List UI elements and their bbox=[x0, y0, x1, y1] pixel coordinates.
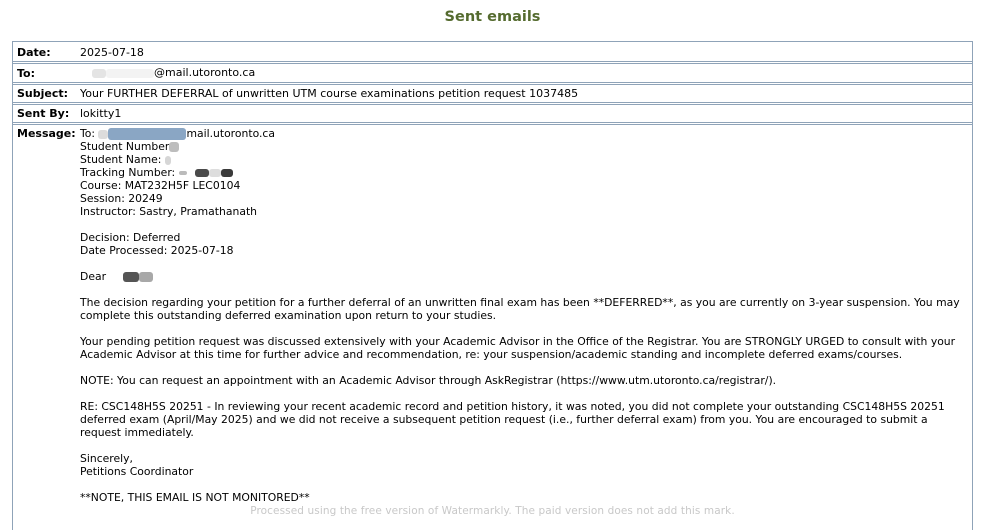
redacted-block bbox=[221, 169, 233, 177]
table-border-right bbox=[972, 41, 973, 530]
paragraph-decision: The decision regarding your petition for a further deferral of an unwritten final exam has been **DEFERRED**, as you are currently on 3-year suspension. You may complete this outstanding deferred examination upon return to your studies. bbox=[80, 296, 960, 322]
course-line: Course: MAT232H5F LEC0104 bbox=[80, 179, 241, 192]
redacted-block bbox=[108, 128, 186, 140]
redacted-block bbox=[123, 272, 139, 282]
table-border-left bbox=[12, 41, 13, 530]
sent-by-label: Sent By: bbox=[17, 107, 70, 120]
student-number-label: Student Number bbox=[80, 140, 170, 153]
row-divider bbox=[12, 124, 973, 125]
redacted-block bbox=[165, 156, 171, 165]
message-label: Message: bbox=[17, 127, 76, 140]
row-divider bbox=[12, 84, 973, 85]
student-name-label: Student Name: bbox=[80, 153, 165, 166]
greeting: Dear bbox=[80, 270, 107, 283]
message-to-prefix: To: bbox=[80, 127, 99, 140]
subject-label: Subject: bbox=[17, 87, 69, 100]
row-divider bbox=[12, 102, 973, 103]
instructor-line: Instructor: Sastry, Pramathanath bbox=[80, 205, 258, 218]
redacted-block bbox=[92, 69, 106, 78]
redacted-block bbox=[209, 169, 221, 177]
watermark-footer: Processed using the free version of Watermarkly. The paid version does not add this mark. bbox=[250, 505, 735, 517]
student-name-line bbox=[80, 153, 970, 166]
redacted-block bbox=[195, 169, 209, 177]
redacted-block bbox=[179, 171, 187, 175]
signature-line: Petitions Coordinator bbox=[80, 465, 194, 478]
table-border-top bbox=[12, 41, 973, 42]
row-divider bbox=[12, 104, 973, 105]
row-divider bbox=[12, 61, 973, 62]
greeting-line bbox=[80, 270, 970, 283]
paragraph-note: NOTE: You can request an appointment with an Academic Advisor through AskRegistrar (https://www.utm.utoronto.ca/registrar/). bbox=[80, 374, 777, 387]
tracking-number-label: Tracking Number: bbox=[80, 166, 179, 179]
redacted-block bbox=[187, 169, 195, 178]
sent-by-value: lokitty1 bbox=[80, 107, 122, 120]
to-value bbox=[80, 66, 255, 79]
row-divider bbox=[12, 82, 973, 83]
date-label: Date: bbox=[17, 46, 51, 59]
row-divider bbox=[12, 122, 973, 123]
message-to-suffix: mail.utoronto.ca bbox=[186, 127, 275, 140]
redacted-block bbox=[139, 272, 153, 282]
date-value: 2025-07-18 bbox=[80, 46, 144, 59]
paragraph-advisor: Your pending petition request was discussed extensively with your Academic Advisor in the Office of the Registrar. You are STRONGLY URGED to consult with your Academic Advisor at this time for further advice and recommendation, re: your suspension/academic standing and incomplete deferred exams/courses. bbox=[80, 335, 956, 361]
student-number-line bbox=[80, 140, 970, 153]
redacted-block bbox=[169, 142, 179, 152]
to-email-domain: @mail.utoronto.ca bbox=[154, 66, 256, 79]
date-processed-line: Date Processed: 2025-07-18 bbox=[80, 244, 234, 257]
redacted-block bbox=[98, 130, 108, 139]
paragraph-csc148: RE: CSC148H5S 20251 - In reviewing your recent academic record and petition history, it was noted, you did not complete your outstanding CSC148H5S 20251 deferred exam (April/May 2025) and we did not receive a subsequent petition request (i.e., further deferral exam) from you. You are encouraged to submit a request immediately. bbox=[80, 400, 945, 439]
page-title: Sent emails bbox=[444, 9, 541, 25]
closing-line: Sincerely, bbox=[80, 452, 133, 465]
subject-value: Your FURTHER DEFERRAL of unwritten UTM course examinations petition request 1037485 bbox=[80, 87, 579, 100]
session-line: Session: 20249 bbox=[80, 192, 163, 205]
redacted-block bbox=[106, 69, 154, 78]
decision-line: Decision: Deferred bbox=[80, 231, 181, 244]
row-divider bbox=[12, 63, 973, 64]
to-label: To: bbox=[17, 67, 35, 80]
tracking-number-line bbox=[80, 166, 970, 179]
message-to-line bbox=[80, 127, 970, 140]
message-body bbox=[80, 127, 970, 504]
not-monitored-note: **NOTE, THIS EMAIL IS NOT MONITORED** bbox=[80, 491, 310, 504]
